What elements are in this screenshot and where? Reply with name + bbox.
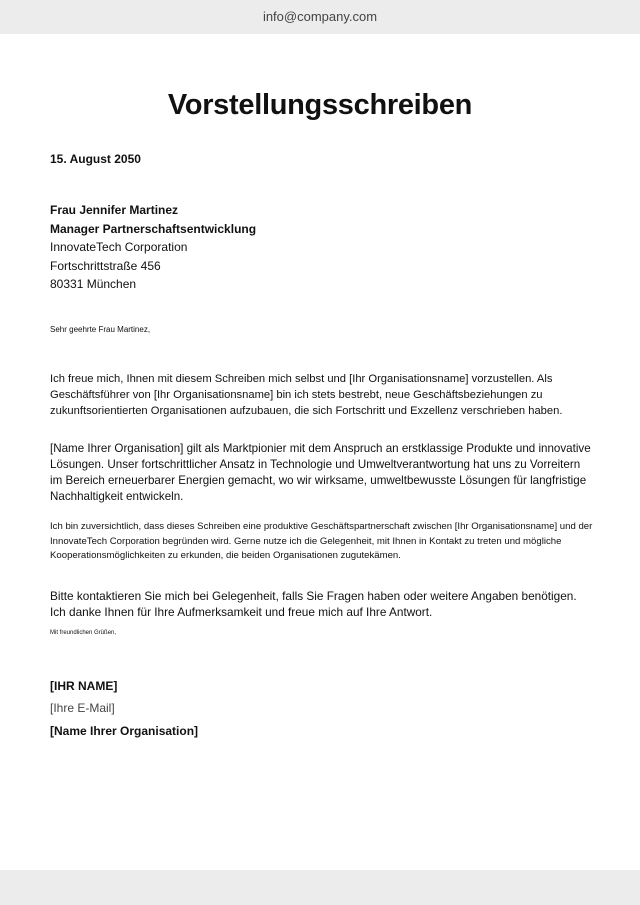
- header-email[interactable]: info@company.com: [262, 9, 378, 24]
- signature-email: [Ihre E-Mail]: [50, 701, 115, 715]
- signature-organization: [Name Ihrer Organisation]: [50, 724, 199, 738]
- recipient-address: [50, 201, 256, 294]
- paragraph-partnership: Ich bin zuversichtlich, dass dieses Schreiben eine produktive Geschäftspartnerschaft zwischen [Ihr Organisationsname] und der InnovateTech Corporation begründen wird. Gerne nutze ich die Gelegenheit, mit Ihnen in Kontakt zu treten und mögliche Kooperationsmöglichkeiten zu erkunden, die beiden Organisationen zugutekämen.: [50, 521, 593, 561]
- recipient-position: Manager Partnerschaftsentwicklung: [50, 221, 257, 236]
- footer-bar: [0, 870, 640, 905]
- salutation: Sehr geehrte Frau Martinez,: [50, 325, 151, 334]
- recipient-city: 80331 München: [50, 277, 137, 291]
- paragraph-organization: [Name Ihrer Organisation] gilt als Marktpionier mit dem Anspruch an erstklassige Produkte und innovative Lösungen. Unser fortschrittlicher Ansatz in Technologie und Umweltverantwortung hat uns zu Vorreitern im Bereich erneuerbarer Energien gemacht, wo wir wirksame, umweltbewusste Lösungen für langfristige Nachhaltigkeit entwickeln.: [50, 442, 591, 503]
- letter-title: Vorstellungsschreiben: [167, 89, 473, 121]
- paragraph-intro: Ich freue mich, Ihnen mit diesem Schreiben mich selbst und [Ihr Organisationsname] vorzustellen. Als Geschäftsführer von [Ihr Organisationsname] bin ich stets bestrebt, neue Geschäftsbeziehungen zu zukunftsorientierten Organisationen aufzubauen, die sich Fortschritt und Exzellenz verschrieben haben.: [50, 373, 563, 417]
- recipient-company: InnovateTech Corporation: [50, 240, 188, 254]
- recipient-name: Frau Jennifer Martinez: [50, 203, 179, 217]
- closing: Mit freundlichen Grüßen,: [50, 630, 117, 636]
- signature-name: [IHR NAME]: [50, 679, 118, 693]
- letter-date: 15. August 2050: [50, 152, 141, 166]
- recipient-street: Fortschrittstraße 456: [50, 258, 161, 273]
- header-bar: [0, 0, 640, 34]
- paragraph-contact: Bitte kontaktieren Sie mich bei Gelegenheit, falls Sie Fragen haben oder weitere Angaben benötigen. Ich danke Ihnen für Ihre Aufmerksamkeit und freue mich auf Ihre Antwort.: [50, 589, 577, 619]
